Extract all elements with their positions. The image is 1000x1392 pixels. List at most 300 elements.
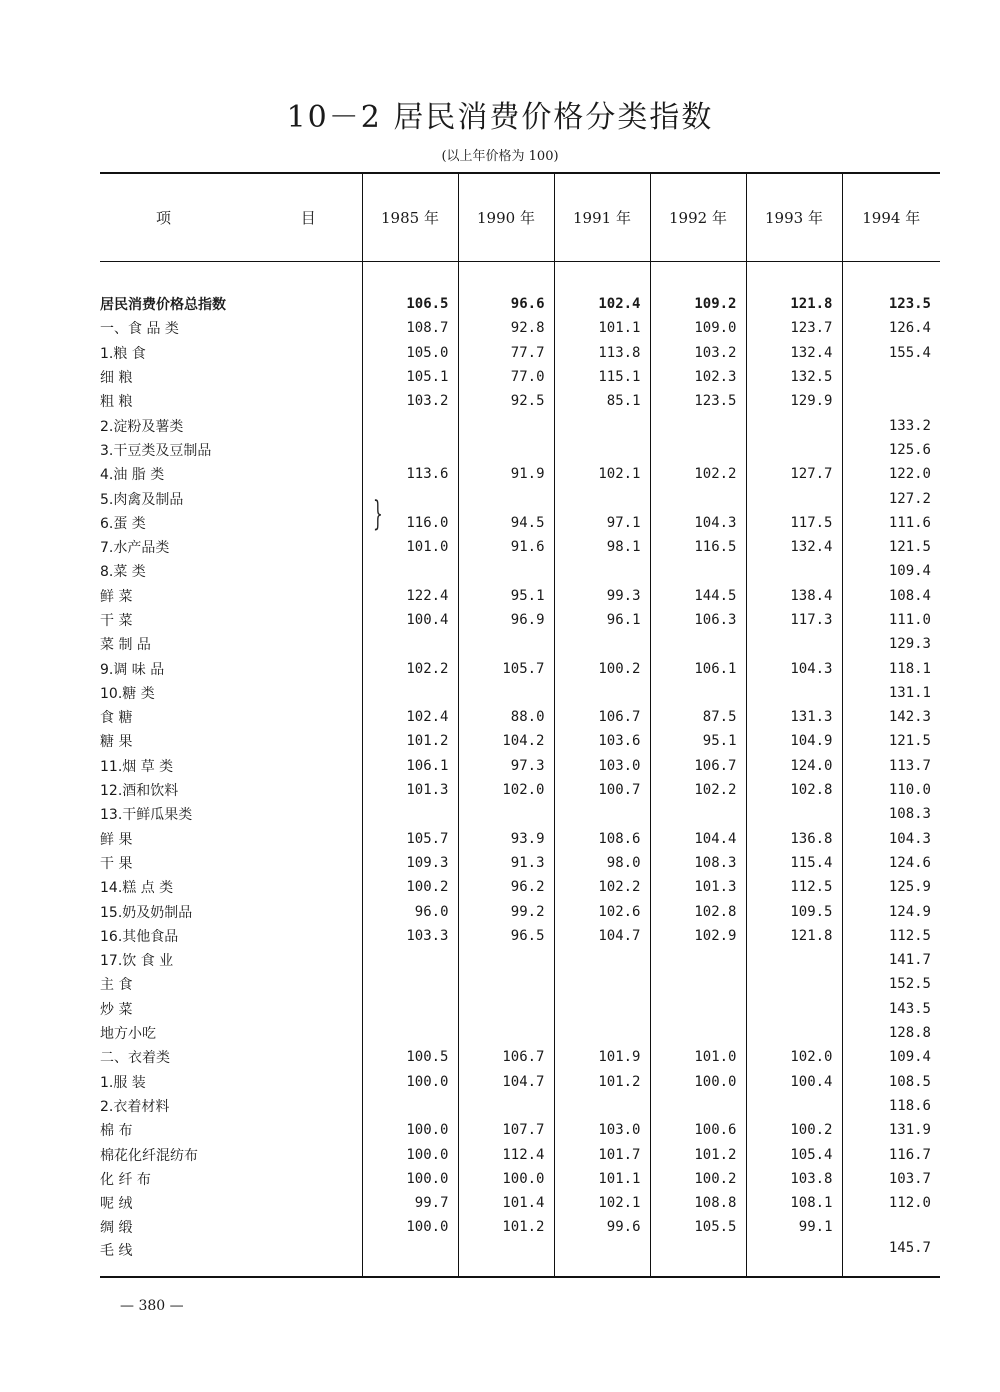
value-cell [362,948,458,972]
header-item-right: 目 [300,209,316,227]
value-cell: 96.1 [554,608,650,632]
table-subtitle: (以上年价格为 100) [441,149,559,164]
value-cell [362,997,458,1021]
row-label: 干 菜 [100,613,133,629]
value-cell: 111.6 [842,511,940,535]
value-cell [746,802,842,826]
value-cell: 113.7 [842,754,940,778]
value-cell: 104.3 [650,511,746,535]
table-header [100,173,940,262]
header-year-1993: 1993 年 [746,173,842,262]
table-row [100,365,940,389]
value-cell: 104.7 [458,1070,554,1094]
value-cell: 105.5 [650,1215,746,1239]
spacer-cell [458,262,554,293]
row-label: 棉花化纤混纺布 [100,1147,198,1164]
value-cell: 106.1 [362,754,458,778]
value-cell [458,1094,554,1118]
table-row [100,1167,940,1191]
row-label: 地方小吃 [100,1026,156,1043]
value-cell [458,681,554,705]
value-cell: 112.0 [842,1191,940,1215]
value-cell: 104.3 [746,656,842,680]
value-cell: 111.0 [842,608,940,632]
value-cell: 125.9 [842,875,940,899]
header-item [100,173,362,262]
table-row [100,511,940,535]
value-cell: 104.4 [650,827,746,851]
value-cell: 102.1 [554,1191,650,1215]
row-label: 食 糖 [100,710,133,727]
spacer-cell [746,262,842,293]
table-row [100,632,940,656]
value-cell: 133.2 [842,413,940,437]
value-cell: 100.4 [746,1070,842,1094]
value-cell [746,948,842,972]
value-cell: 100.2 [746,1118,842,1142]
value-cell [458,972,554,996]
table-row [100,681,940,705]
value-cell: 109.2 [650,292,746,316]
value-cell [554,413,650,437]
table-row [100,1142,940,1166]
value-cell: 115.1 [554,365,650,389]
table-row [100,389,940,413]
table-row [100,1118,940,1142]
value-cell [842,389,940,413]
table-row [100,899,940,923]
value-cell [650,802,746,826]
value-cell [362,438,458,462]
row-label: 2.衣着材料 [100,1098,170,1115]
value-cell: 108.1 [746,1191,842,1215]
value-cell: 132.4 [746,535,842,559]
value-cell: 108.5 [842,1070,940,1094]
value-cell: 118.6 [842,1094,940,1118]
row-label: 糖 果 [100,734,133,751]
table-row [100,802,940,826]
spacer-cell [362,262,458,293]
value-cell: 123.7 [746,316,842,340]
value-cell: 102.2 [650,778,746,802]
table-row [100,778,940,802]
value-cell: 92.5 [458,389,554,413]
value-cell: 117.5 [746,511,842,535]
value-cell: 93.9 [458,827,554,851]
table-row [100,948,940,972]
value-cell: 101.3 [362,778,458,802]
value-cell [458,997,554,1021]
value-cell [746,413,842,437]
value-cell: 144.5 [650,584,746,608]
value-cell [362,802,458,826]
value-cell [746,1021,842,1045]
row-label: 鲜 菜 [100,588,133,605]
value-cell: 118.1 [842,656,940,680]
value-cell: 100.2 [362,875,458,899]
table-body [100,262,940,1277]
row-label: 3.干豆类及豆制品 [100,442,212,459]
table-row [100,316,940,340]
spacer-row [100,262,940,293]
value-cell [458,802,554,826]
spacer-cell [554,262,650,293]
value-cell: 125.6 [842,438,940,462]
value-cell: 100.0 [362,1118,458,1142]
value-cell: 102.0 [746,1045,842,1069]
value-cell: 103.0 [554,1118,650,1142]
value-cell: 95.1 [650,729,746,753]
value-cell: 102.4 [362,705,458,729]
page-number: — 380 — [120,1298,184,1314]
value-cell: 131.3 [746,705,842,729]
value-cell: 121.8 [746,924,842,948]
value-cell [362,972,458,996]
row-label: 二、衣着类 [100,1050,170,1067]
value-cell [362,1094,458,1118]
value-cell: 108.6 [554,827,650,851]
table-row [100,1045,940,1069]
value-cell: 106.7 [458,1045,554,1069]
row-label: 5.肉禽及制品 [100,491,184,508]
value-cell [650,438,746,462]
value-cell: 104.9 [746,729,842,753]
row-label: 1.粮 食 [100,345,146,362]
value-cell: 121.5 [842,729,940,753]
value-cell [650,632,746,656]
value-cell: 102.8 [746,778,842,802]
value-cell: 109.3 [362,851,458,875]
value-cell: 103.8 [746,1167,842,1191]
value-cell: 109.4 [842,559,940,583]
table-row [100,827,940,851]
value-cell [746,559,842,583]
value-cell: 96.0 [362,899,458,923]
value-cell: 101.2 [458,1215,554,1239]
price-index-table [100,172,940,1278]
value-cell: 106.5 [362,292,458,316]
value-cell: 97.1 [554,511,650,535]
value-cell: 112.4 [458,1142,554,1166]
row-label: 毛 线 [100,1240,362,1277]
value-cell [554,1094,650,1118]
value-cell: 102.1 [554,462,650,486]
value-cell: 142.3 [842,705,940,729]
value-cell: 100.0 [362,1070,458,1094]
row-label: 1.服 装 [100,1074,146,1091]
table-row [100,1070,940,1094]
value-cell: 124.9 [842,899,940,923]
value-cell: 141.7 [842,948,940,972]
value-cell: 96.6 [458,292,554,316]
value-cell: 132.4 [746,341,842,365]
value-cell [554,632,650,656]
value-cell: 123.5 [650,389,746,413]
merged-rows-brace: } [372,494,383,534]
value-cell: 102.2 [650,462,746,486]
value-cell: 104.3 [842,827,940,851]
header-year-1991: 1991 年 [554,173,650,262]
table-row [100,972,940,996]
table-row [100,875,940,899]
value-cell: 95.1 [458,584,554,608]
value-cell: 98.0 [554,851,650,875]
value-cell [362,632,458,656]
table-row [100,729,940,753]
value-cell [746,486,842,510]
row-label: 2.淀粉及薯类 [100,418,184,435]
value-cell [458,438,554,462]
row-label: 17.饮 食 业 [100,953,174,970]
row-label: 炒 菜 [100,1001,133,1018]
table-row [100,462,940,486]
value-cell [650,1094,746,1118]
value-cell: 129.9 [746,389,842,413]
value-cell: 104.2 [458,729,554,753]
value-cell: 102.4 [554,292,650,316]
value-cell: 100.0 [650,1070,746,1094]
value-cell: 99.6 [554,1215,650,1239]
value-cell: 97.3 [458,754,554,778]
value-cell [650,1021,746,1045]
value-cell: 100.4 [362,608,458,632]
value-cell [554,559,650,583]
row-label: 主 食 [100,977,133,994]
value-cell [554,972,650,996]
table-row [100,1215,940,1239]
value-cell: 115.4 [746,851,842,875]
value-cell: 96.9 [458,608,554,632]
value-cell: 88.0 [458,705,554,729]
value-cell: 128.8 [842,1021,940,1045]
value-cell [458,948,554,972]
page-title: 10－2 居民消费价格分类指数 [286,100,714,135]
value-cell: 99.2 [458,899,554,923]
value-cell [554,802,650,826]
value-cell: 101.1 [554,316,650,340]
value-cell [842,1215,940,1239]
value-cell: 101.4 [458,1191,554,1215]
value-cell: 152.5 [842,972,940,996]
row-label: 16.其他食品 [100,928,179,945]
value-cell: 117.3 [746,608,842,632]
value-cell: 131.9 [842,1118,940,1142]
value-cell [746,681,842,705]
row-label: 绸 缎 [100,1220,133,1237]
value-cell: 106.7 [554,705,650,729]
row-label: 居民消费价格总指数 [100,297,226,314]
value-cell [650,948,746,972]
value-cell: 102.3 [650,365,746,389]
value-cell [650,997,746,1021]
value-cell: 122.0 [842,462,940,486]
row-label: 7.水产品类 [100,540,170,557]
value-cell [746,997,842,1021]
value-cell: 101.1 [554,1167,650,1191]
table-row [100,1240,940,1277]
value-cell: 127.2 [842,486,940,510]
row-label: 细 粮 [100,370,133,387]
table-row [100,997,940,1021]
value-cell: 77.7 [458,341,554,365]
value-cell: 101.0 [650,1045,746,1069]
table-row [100,1094,940,1118]
value-cell [746,1240,842,1277]
value-cell: 91.3 [458,851,554,875]
value-cell: 113.6 [362,462,458,486]
value-cell [458,1021,554,1045]
value-cell: 138.4 [746,584,842,608]
row-label: 6.蛋 类 [100,515,146,532]
value-cell: 94.5 [458,511,554,535]
value-cell [554,1240,650,1277]
value-cell: 102.2 [362,656,458,680]
value-cell: 102.8 [650,899,746,923]
value-cell: 100.6 [650,1118,746,1142]
value-cell: 121.5 [842,535,940,559]
value-cell: 87.5 [650,705,746,729]
value-cell: 132.5 [746,365,842,389]
value-cell [458,632,554,656]
value-cell: 108.3 [650,851,746,875]
value-cell: 121.8 [746,292,842,316]
table-row [100,754,940,778]
table-row [100,584,940,608]
table-row [100,924,940,948]
row-label: 8.菜 类 [100,564,146,581]
header-item-left: 项 [156,209,172,227]
table-row [100,292,940,316]
value-cell: 108.4 [842,584,940,608]
row-label: 鲜 果 [100,831,133,848]
value-cell: 124.6 [842,851,940,875]
value-cell: 124.0 [746,754,842,778]
row-label: 菜 制 品 [100,637,151,654]
value-cell: 126.4 [842,316,940,340]
value-cell: 103.0 [554,754,650,778]
table-row [100,656,940,680]
value-cell [554,438,650,462]
value-cell [554,681,650,705]
table-row [100,705,940,729]
value-cell: 100.0 [362,1167,458,1191]
value-cell: 103.7 [842,1167,940,1191]
value-cell: 91.9 [458,462,554,486]
value-cell: 116.5 [650,535,746,559]
value-cell: 100.0 [362,1215,458,1239]
value-cell: 101.3 [650,875,746,899]
value-cell: 143.5 [842,997,940,1021]
value-cell [362,681,458,705]
row-label: 9.调 味 品 [100,661,165,678]
table-row [100,413,940,437]
value-cell [746,632,842,656]
row-label: 棉 布 [100,1123,133,1140]
value-cell [362,1240,458,1277]
value-cell: 101.7 [554,1142,650,1166]
value-cell [746,438,842,462]
row-label: 13.干鲜瓜果类 [100,807,193,824]
value-cell: 116.0 [362,511,458,535]
row-label: 干 果 [100,855,133,872]
value-cell: 108.8 [650,1191,746,1215]
table-row [100,438,940,462]
value-cell: 96.5 [458,924,554,948]
value-cell: 112.5 [842,924,940,948]
value-cell [842,365,940,389]
row-label: 10.糖 类 [100,685,155,702]
row-label: 呢 绒 [100,1196,133,1213]
value-cell: 103.2 [650,341,746,365]
value-cell: 77.0 [458,365,554,389]
value-cell [362,559,458,583]
value-cell: 99.7 [362,1191,458,1215]
header-year-1985: 1985 年 [362,173,458,262]
value-cell: 106.7 [650,754,746,778]
value-cell: 102.6 [554,899,650,923]
value-cell: 109.4 [842,1045,940,1069]
value-cell: 108.3 [842,802,940,826]
table-row [100,559,940,583]
value-cell: 100.0 [458,1167,554,1191]
row-label: 4.油 脂 类 [100,467,165,484]
value-cell: 104.7 [554,924,650,948]
value-cell: 101.9 [554,1045,650,1069]
value-cell [362,1021,458,1045]
value-cell: 101.2 [650,1142,746,1166]
value-cell [554,486,650,510]
value-cell [650,681,746,705]
value-cell: 122.4 [362,584,458,608]
value-cell: 145.7 [842,1240,940,1277]
value-cell [650,413,746,437]
value-cell: 116.7 [842,1142,940,1166]
value-cell: 110.0 [842,778,940,802]
value-cell [746,972,842,996]
header-year-1990: 1990 年 [458,173,554,262]
value-cell: 107.7 [458,1118,554,1142]
value-cell: 96.2 [458,875,554,899]
value-cell [650,559,746,583]
row-label: 12.酒和饮料 [100,783,179,800]
value-cell: 98.1 [554,535,650,559]
value-cell: 101.0 [362,535,458,559]
value-cell: 91.6 [458,535,554,559]
value-cell: 100.7 [554,778,650,802]
value-cell: 105.0 [362,341,458,365]
value-cell: 106.1 [650,656,746,680]
value-cell: 100.2 [554,656,650,680]
row-label: 一、食 品 类 [100,321,179,338]
value-cell: 136.8 [746,827,842,851]
value-cell: 100.0 [362,1142,458,1166]
value-cell: 102.9 [650,924,746,948]
table-row [100,1021,940,1045]
value-cell: 103.3 [362,924,458,948]
value-cell [458,1240,554,1277]
value-cell [458,413,554,437]
value-cell: 155.4 [842,341,940,365]
value-cell [458,559,554,583]
value-cell: 123.5 [842,292,940,316]
value-cell [650,1240,746,1277]
value-cell: 106.3 [650,608,746,632]
value-cell: 105.7 [362,827,458,851]
value-cell: 105.7 [458,656,554,680]
value-cell [554,997,650,1021]
value-cell: 129.3 [842,632,940,656]
table-row [100,535,940,559]
